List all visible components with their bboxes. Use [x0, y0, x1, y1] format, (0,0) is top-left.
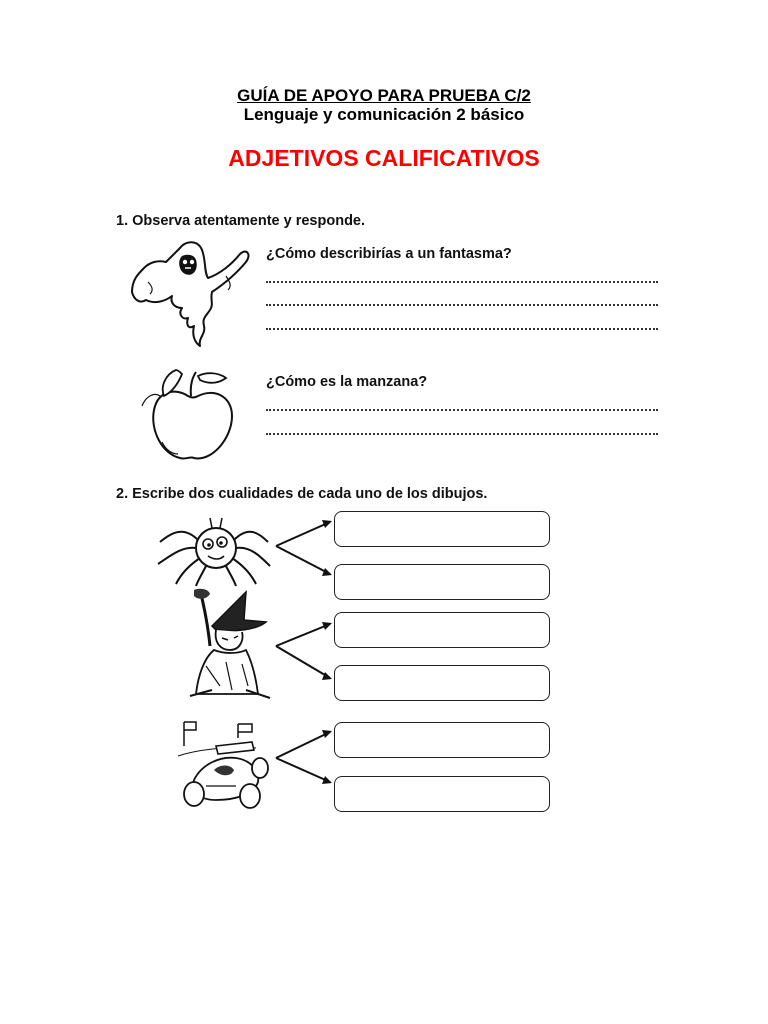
answer-line-apple-2[interactable]: [266, 433, 658, 435]
answer-line-apple-1[interactable]: [266, 409, 658, 411]
answer-box-spider-2[interactable]: [334, 564, 550, 600]
answer-box-car-2[interactable]: [334, 776, 550, 812]
witch-icon: [186, 586, 276, 702]
question-apple: ¿Cómo es la manzana?: [266, 374, 428, 390]
section-1-heading: 1. Observa atentamente y responde.: [116, 213, 366, 229]
header-line-1: GUÍA DE APOYO PARA PRUEBA C/2: [237, 86, 531, 105]
question-ghost: ¿Cómo describirías a un fantasma?: [266, 246, 512, 262]
ghost-icon: [128, 238, 260, 352]
apple-icon: [136, 366, 246, 464]
answer-box-spider-1[interactable]: [334, 511, 550, 547]
answer-line-ghost-2[interactable]: [266, 304, 658, 306]
header-line-2: Lenguaje y comunicación 2 básico: [243, 105, 525, 124]
section-2-heading: 2. Escribe dos cualidades de cada uno de los dibujos.: [116, 486, 488, 502]
spider-icon: [154, 512, 272, 588]
arrow-icon: [270, 510, 336, 810]
page-title: ADJETIVOS CALIFICATIVOS: [228, 145, 540, 171]
answer-line-ghost-3[interactable]: [266, 328, 658, 330]
answer-line-ghost-1[interactable]: [266, 281, 658, 283]
race-car-icon: [176, 720, 280, 812]
answer-box-witch-1[interactable]: [334, 612, 550, 648]
answer-box-car-1[interactable]: [334, 722, 550, 758]
answer-box-witch-2[interactable]: [334, 665, 550, 701]
